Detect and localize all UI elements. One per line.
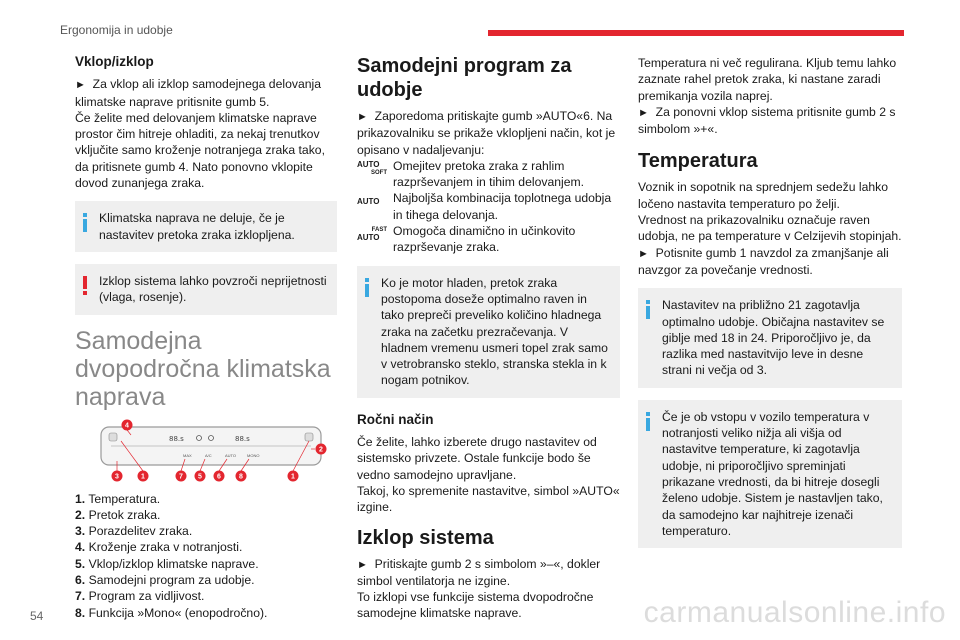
arrow-bullet-icon: ► [638, 247, 649, 260]
section-title: Samodejna dvopodročna klimatska naprava [75, 326, 331, 411]
arrow-bullet-icon: ► [357, 558, 368, 571]
paragraph-temp-1: Voznik in sopotnik na sprednjem sedežu lahko ločeno nastavita temperaturo po želji. [638, 180, 888, 211]
watermark: carmanualsonline.info [643, 596, 946, 629]
info-note [638, 288, 902, 387]
climate-control-panel-illustration [87, 419, 327, 483]
btn-auto-label: AUTO [225, 452, 237, 458]
mode-auto-fast [357, 223, 620, 256]
callout-3: 3 [115, 473, 119, 481]
auto-icon: AUTO [357, 197, 380, 207]
column-right [638, 55, 902, 560]
info-icon [646, 412, 650, 428]
legend-item: 4. Kroženje zraka v notranjosti. [75, 540, 243, 555]
paragraph-izklop-2: To izklopi vse funkcije sistema dvopodročne samodejne klimatske naprave. [357, 590, 594, 621]
running-header: Ergonomija in udobje [60, 23, 173, 37]
mode-auto-soft [357, 158, 620, 191]
legend-item: 2. Pretok zraka. [75, 507, 161, 522]
info-note [75, 201, 337, 252]
paragraph-rocni-1: Če želite, lahko izberete drugo nastavitev od sistemsko privzete. Ostale funkcije bodo še vedno samodejno upravljane. [357, 435, 597, 482]
heading-temperatura: Temperatura [638, 150, 758, 173]
paragraph-izklop-1: ► Pritiskajte gumb 2 s simbolom »–«, dokler simbol ventilatorja ne izgine. [357, 556, 601, 588]
info-note [357, 266, 620, 398]
legend-item: 8. Funkcija »Mono« (enopodročno). [75, 605, 268, 620]
callout-7: 7 [179, 473, 183, 481]
heading-izklop-sistema: Izklop sistema [357, 526, 494, 549]
paragraph-temp-3: ► Potisnite gumb 1 navzdol za zmanjšanje ali navzgor za povečanje vrednosti. [638, 245, 889, 277]
legend-item: 1. Temperatura. [75, 491, 161, 506]
paragraph-temp-2: Vrednost na prikazovalniku označuje raven udobja, ne pa temperature v Celzijevih stopinjah. [638, 213, 902, 244]
heading-vklop-izklop: Vklop/izklop [75, 54, 154, 69]
btn-ac-label: A/C [205, 452, 212, 458]
text-vklop: Za vklop ali izklop samodejnega delovanja klimatske naprave pritisnite gumb 5. [75, 77, 321, 109]
callout-6: 6 [217, 473, 221, 481]
control-panel-svg [87, 419, 327, 483]
legend-item: 5. Vklop/izklop klimatske naprave. [75, 556, 259, 571]
arrow-bullet-icon: ► [357, 111, 368, 123]
auto-fast-icon: FAST AUTO [357, 227, 387, 243]
legend-item: 3. Porazdelitev zraka. [75, 524, 193, 539]
callout-2: 2 [319, 446, 323, 454]
paragraph-vklop [75, 76, 337, 110]
btn-mono-label: MONO [247, 452, 260, 458]
left-temp-rocker [109, 433, 117, 441]
callout-4: 4 [125, 422, 129, 430]
column-middle [357, 50, 620, 622]
header-accent-bar [488, 30, 904, 36]
arrow-bullet-icon: ► [638, 106, 649, 119]
page-number: 54 [30, 609, 44, 623]
right-temp-rocker [305, 433, 313, 441]
temp-right-display: 88.s [235, 434, 250, 443]
info-icon [646, 300, 650, 316]
warning-note [75, 264, 337, 315]
heading-samodejni-program: Samodejni program za udobje [357, 55, 572, 101]
arrow-bullet-icon: ► [75, 79, 86, 92]
paragraph-rocni-2: Takoj, ko spremenite nastavitve, simbol »AUTO« izgine. [357, 483, 620, 515]
info-note-text: Nastavitev na približno 21 zagotavlja optimalno udobje. Običajna nastavitev se giblje med 18 in 24. Priporočljivo je, da razlika med nastavitvijo leve in desne strani ni večja od 3. [662, 298, 885, 378]
temp-left-display: 88.s [169, 434, 184, 443]
callout-1-right: 1 [291, 473, 295, 481]
info-icon [83, 213, 87, 229]
info-note-text: Klimatska naprava ne deluje, če je nastavitev pretoka zraka izklopljena. [99, 211, 295, 242]
warning-note-text: Izklop sistema lahko povzroči neprijetnosti (vlaga, rosenje). [99, 273, 327, 305]
mode-auto [357, 190, 620, 223]
heading-rocni-nacin: Ročni način [357, 411, 434, 427]
info-note [638, 400, 902, 548]
column-left [75, 50, 337, 621]
auto-soft-icon: AUTO SOFT [357, 159, 387, 176]
mode-auto-soft-text: Omejitev pretoka zraka z rahlim razprševanjem in tihim delovanjem. [393, 158, 585, 190]
paragraph-auto: ► Zaporedoma pritiskajte gumb »AUTO«6. Na prikazovalniku se prikaže vklopljeni način, kot je opisano v nadaljevanju: [357, 109, 616, 157]
numbered-legend [75, 491, 337, 621]
paragraph-regulacija: Temperatura ni več regulirana. Kljub temu lahko zaznate rahel pretok zraka, ki nastane zaradi premikanja vozila naprej. [638, 56, 897, 103]
callout-8: 8 [239, 473, 243, 481]
btn-max-label: MAX [183, 452, 192, 458]
callout-1-left: 1 [141, 473, 145, 481]
warning-icon [83, 276, 87, 296]
callout-5: 5 [198, 473, 202, 481]
info-icon [365, 278, 369, 294]
info-note-text: Ko je motor hladen, pretok zraka postopoma doseže optimalno raven in tako prepreči preveliko količino hladnega zraka na začetku prezračevanja. V hladnem vremenu usmeri topel zrak samo v vetrobransko steklo, stranska stekla in k nogam potnikov. [381, 275, 608, 388]
paragraph-hladjenje: Če želite med delovanjem klimatske naprave prostor čim hitreje ohladiti, za nekaj trenutkov vključite samo kroženje notranjega zraka tako, da pritisnete gumb 4. Nato ponovno vklopite dovod zunanjega zraka. [75, 110, 325, 191]
legend-item: 7. Program za vidljivost. [75, 589, 205, 604]
mode-auto-fast-text: Omogoča dinamično in učinkovito razprševanje zraka. [393, 224, 576, 255]
paragraph-ponovni-vklop: ► Za ponovni vklop sistema pritisnite gumb 2 s simbolom »+«. [638, 104, 896, 137]
mode-auto-text: Najboljša kombinacija toplotnega udobja in tihega delovanja. [393, 191, 612, 222]
legend-item: 6. Samodejni program za udobje. [75, 573, 255, 588]
info-note-text: Če je ob vstopu v vozilo temperatura v notranjosti veliko nižja ali višja od nastavitve temperature, ki zagotavlja udobje, ni priporočljivo spreminjati prikazane vrednosti, da bi hitreje dosegli želeno udobje. Sistem je nastavljen tako, da samodejno kar najhitreje izenači temperaturo. [662, 409, 883, 538]
